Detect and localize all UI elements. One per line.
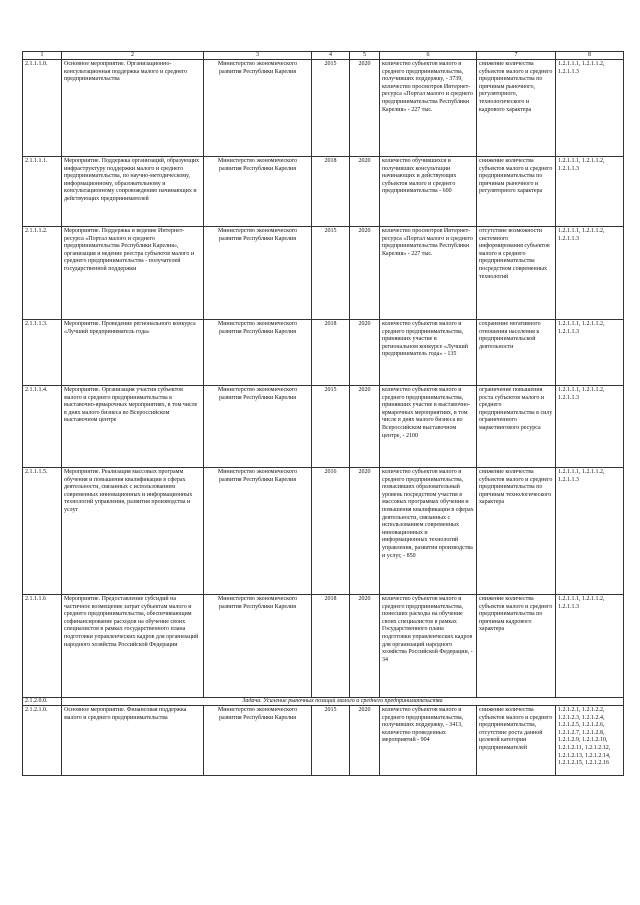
consequence: снижение количества субъектов малого и среднего предпринимательства, отсутствие роста данной целевой категории предпринимателей <box>477 706 556 776</box>
expected-result: количество обучившихся и получивших консультации начинающих и действующих субъектов малого и среднего предпринимательства - 600 <box>380 157 477 227</box>
table-row <box>23 468 624 595</box>
executor: Министерство экономического развития Республики Карелия <box>204 320 312 386</box>
indicator-links: 1.2.1.2.1, 1.2.1.2.2, 1.2.1.2.3, 1.2.1.2.4, 1.2.1.2.5, 1.2.1.2.6, 1.2.1.2.7, 1.2.1.2.8, 1.2.1.2.9, 1.2.1.2.10, 1.2.1.2.11, 1.2.1.2.12, 1.2.1.2.13, 1.2.1.2.14, 1.2.1.2.15, 1.2.1.2.16 <box>556 706 624 776</box>
end-year: 2020 <box>350 157 380 227</box>
event-name: Мероприятие. Поддержка и ведение Интернет-ресурса «Портал малого и среднего предпринимательства Республики Карелия», организация и ведение реестра субъектов малого и среднего предпринимательства - получателей государственной поддержки <box>62 227 204 320</box>
column-header: 3 <box>204 52 312 60</box>
executor: Министерство экономического развития Республики Карелия <box>204 595 312 698</box>
consequence: сохранение негативного отношения населения к предпринимательской деятельности <box>477 320 556 386</box>
event-name: Мероприятие. Проведение регионального конкурса «Лучший предприниматель года» <box>62 320 204 386</box>
program-table <box>22 51 624 776</box>
task-title: Задача. Усиление рыночных позиций малого и среднего предпринимательства <box>62 698 624 706</box>
end-year: 2020 <box>350 386 380 468</box>
table-row <box>23 386 624 468</box>
start-year: 2018 <box>312 157 350 227</box>
consequence: отсутствие возможности системного информирования субъектов малого и среднего предпринимательства посредством современных технологий <box>477 227 556 320</box>
event-name: Мероприятие. Организация участия субъектов малого и среднего предпринимательства в выставочно-ярмарочных мероприятиях, в том числе в днях малого бизнеса во Всероссийском выставочном центре <box>62 386 204 468</box>
executor: Министерство экономического развития Республики Карелия <box>204 227 312 320</box>
end-year: 2020 <box>350 468 380 595</box>
end-year: 2020 <box>350 320 380 386</box>
start-year: 2018 <box>312 595 350 698</box>
start-year: 2015 <box>312 386 350 468</box>
column-header: 7 <box>477 52 556 60</box>
row-code: 2.1.1.1.6 <box>23 595 62 698</box>
event-name: Мероприятие. Предоставление субсидий на частичное возмещение затрат субъектам малого и среднего предпринимательства, обеспечивающим софинансирование расходов на обучение своих специалистов в рамках государственного плана подготовки управленческих кадров для организаций народного хозяйства Российской Федерации <box>62 595 204 698</box>
event-name: Мероприятие. Поддержка организаций, образующих инфраструктуру поддержки малого и среднего предпринимательства, по научно-методическому, информационному, образовательному и консультационному сопровождению начинающих и действующих предпринимателей <box>62 157 204 227</box>
end-year: 2020 <box>350 227 380 320</box>
program-table-sheet <box>22 51 623 776</box>
expected-result: количество субъектов малого и среднего предпринимательства, понесших расходы на обучение своих специалистов в рамках Государственного плана подготовки управленческих кадров для организаций народного хозяйства Российской Федерации, - 34 <box>380 595 477 698</box>
table-row <box>23 706 624 776</box>
row-code: 2.1.1.1.3. <box>23 320 62 386</box>
indicator-links: 1.2.1.1.1, 1.2.1.1.2, 1.2.1.1.3 <box>556 60 624 157</box>
column-header: 5 <box>350 52 380 60</box>
indicator-links: 1.2.1.1.1, 1.2.1.1.2, 1.2.1.1.3 <box>556 468 624 595</box>
indicator-links: 1.2.1.1.1, 1.2.1.1.2, 1.2.1.1.3 <box>556 227 624 320</box>
consequence: снижение количества субъектов малого и среднего предпринимательства по причинам рыночного, регуляторного, технологического и кадрового характера <box>477 60 556 157</box>
end-year: 2020 <box>350 595 380 698</box>
start-year: 2015 <box>312 706 350 776</box>
expected-result: количество субъектов малого и среднего предпринимательства, принявших участие в региональном конкурсе «Лучший предприниматель года» - 135 <box>380 320 477 386</box>
indicator-links: 1.2.1.1.1, 1.2.1.1.2, 1.2.1.1.3 <box>556 595 624 698</box>
column-number-row <box>23 52 624 60</box>
row-code: 2.1.1.1.0. <box>23 60 62 157</box>
indicator-links: 1.2.1.1.1, 1.2.1.1.2, 1.2.1.1.3 <box>556 157 624 227</box>
executor: Министерство экономического развития Республики Карелия <box>204 60 312 157</box>
start-year: 2015 <box>312 227 350 320</box>
table-row <box>23 227 624 320</box>
task-code: 2.1.2.0.0. <box>23 698 62 706</box>
start-year: 2018 <box>312 320 350 386</box>
column-header: 1 <box>23 52 62 60</box>
expected-result: количество субъектов малого и среднего предпринимательства, получивших поддержку, - 3739, количество просмотров Интернет-ресурса «Портал малого и среднего предпринимательства Республики Карелия» - 227 тыс. <box>380 60 477 157</box>
consequence: снижение количества субъектов малого и среднего предпринимательства по причинам технологического характера <box>477 468 556 595</box>
event-name: Мероприятие. Реализация массовых программ обучения и повышения квалификации в сферах деятельности, связанных с использованием современных инновационных и информационных технологий управления, развития производства и услуг <box>62 468 204 595</box>
table-row <box>23 60 624 157</box>
row-code: 2.1.1.1.2. <box>23 227 62 320</box>
expected-result: количество субъектов малого и среднего предпринимательства, получивших поддержку, - 3413, количество проведенных мероприятий - 904 <box>380 706 477 776</box>
consequence: ограничение повышения роста субъектов малого и среднего предпринимательства в силу ограниченного маркетингового ресурса <box>477 386 556 468</box>
column-header: 2 <box>62 52 204 60</box>
event-name: Основное мероприятие. Организационно-консультационная поддержка малого и среднего предпринимательства <box>62 60 204 157</box>
expected-result: количество просмотров Интернет-ресурса «Портал малого и среднего предпринимательства Республики Карелия» - 227 тыс. <box>380 227 477 320</box>
table-row <box>23 320 624 386</box>
expected-result: количество субъектов малого и среднего предпринимательства, повысивших образовательный уровень посредством участия в массовых программах обучения и повышения квалификации в сферах деятельности, связанных с использованием современных инновационных и информационных технологий управления, развития производства и услуг, - 850 <box>380 468 477 595</box>
column-header: 8 <box>556 52 624 60</box>
row-code: 2.1.1.1.1. <box>23 157 62 227</box>
start-year: 2016 <box>312 468 350 595</box>
indicator-links: 1.2.1.1.1, 1.2.1.1.2, 1.2.1.1.3 <box>556 386 624 468</box>
executor: Министерство экономического развития Республики Карелия <box>204 468 312 595</box>
row-code: 2.1.1.1.4. <box>23 386 62 468</box>
executor: Министерство экономического развития Республики Карелия <box>204 157 312 227</box>
executor: Министерство экономического развития Республики Карелия <box>204 386 312 468</box>
start-year: 2015 <box>312 60 350 157</box>
end-year: 2020 <box>350 60 380 157</box>
column-header: 6 <box>380 52 477 60</box>
consequence: снижение количества субъектов малого и среднего предпринимательства по причинам рыночного и регуляторного характера <box>477 157 556 227</box>
end-year: 2020 <box>350 706 380 776</box>
row-code: 2.1.1.1.5. <box>23 468 62 595</box>
column-header: 4 <box>312 52 350 60</box>
consequence: снижение количества субъектов малого и среднего предпринимательства по причинам кадрового характера <box>477 595 556 698</box>
event-name: Основное мероприятие. Финансовая поддержка малого и среднего предпринимательства <box>62 706 204 776</box>
expected-result: количество субъектов малого и среднего предпринимательства, принявших участие в выставочно-ярмарочных мероприятиях, в том числе в днях малого бизнеса во Всероссийском выставочном центре, - 2100 <box>380 386 477 468</box>
row-code: 2.1.2.1.0. <box>23 706 62 776</box>
task-row <box>23 698 624 706</box>
executor: Министерство экономического развития Республики Карелия <box>204 706 312 776</box>
indicator-links: 1.2.1.1.1, 1.2.1.1.2, 1.2.1.1.3 <box>556 320 624 386</box>
table-row <box>23 157 624 227</box>
table-row <box>23 595 624 698</box>
